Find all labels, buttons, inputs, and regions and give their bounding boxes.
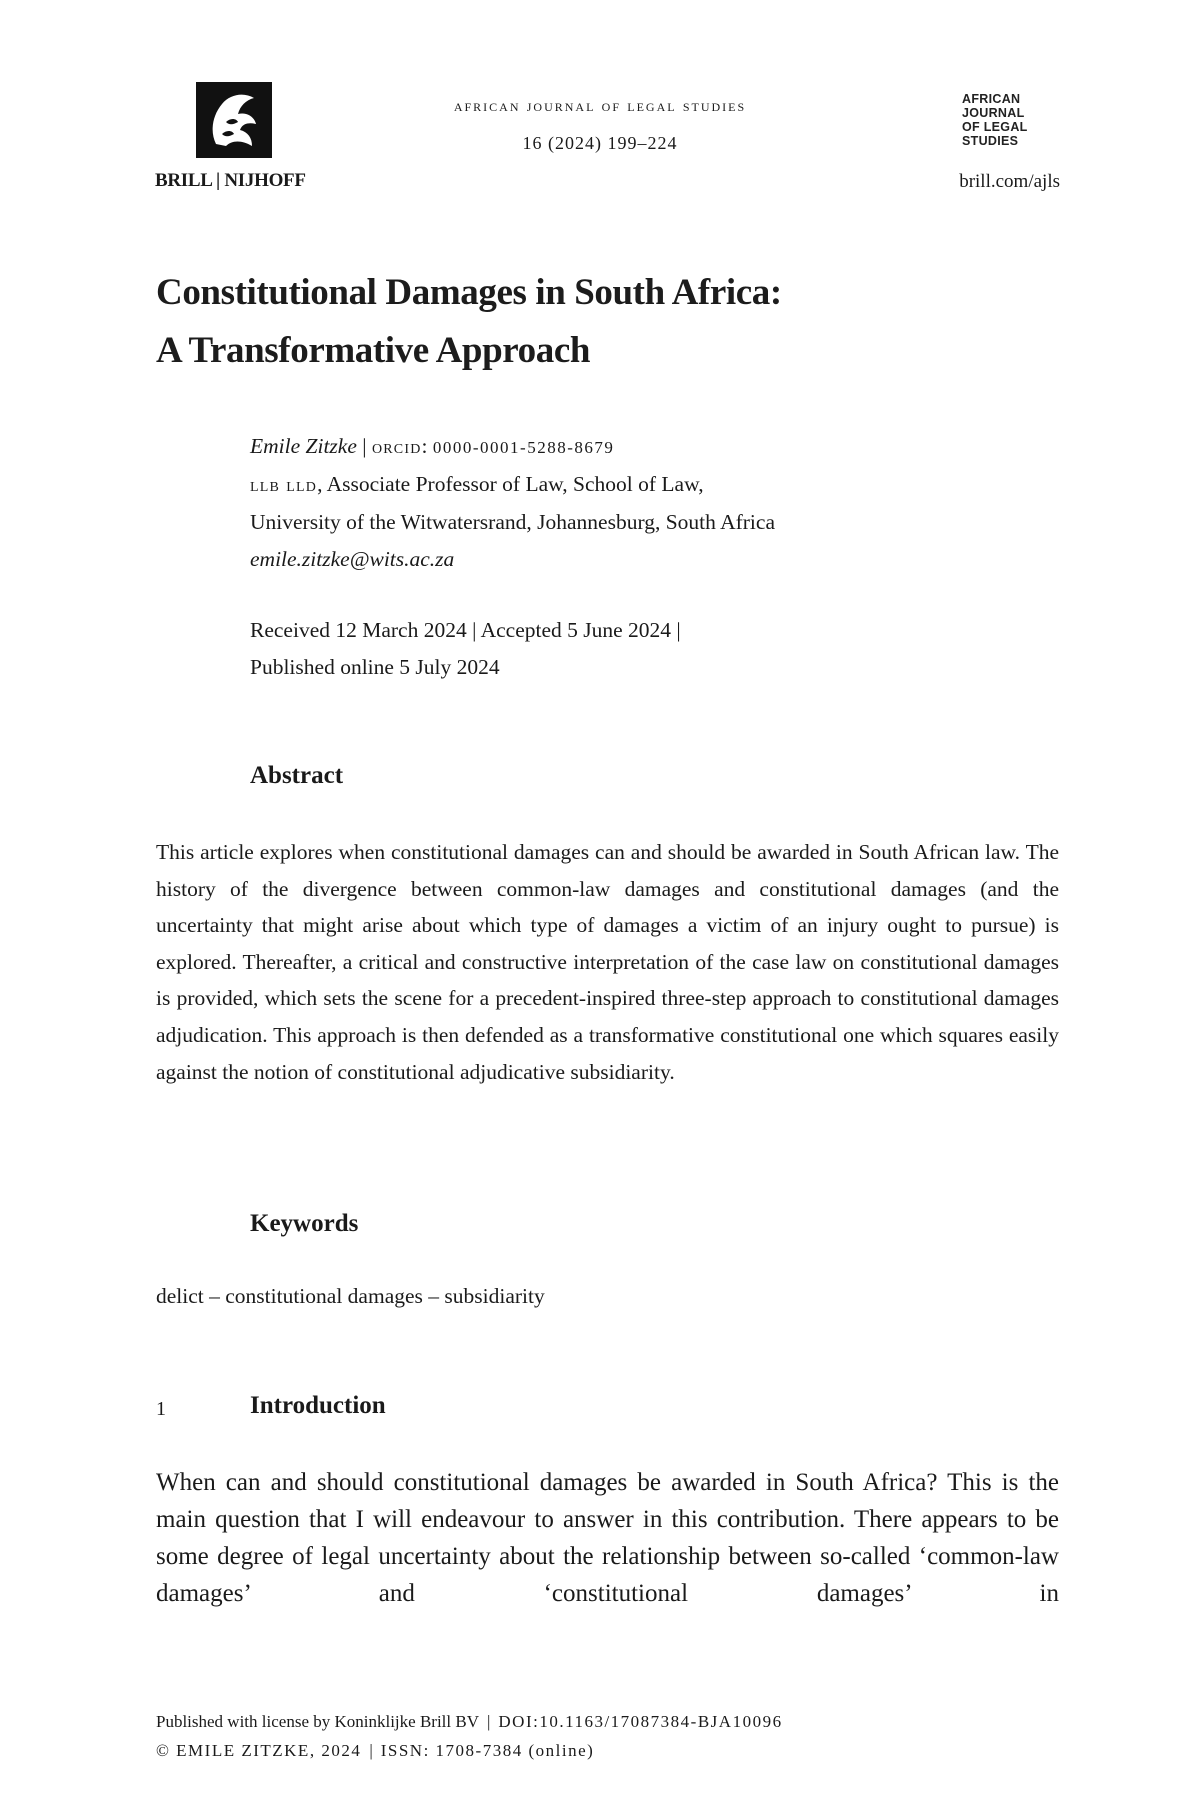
publication-dates	[250, 612, 1070, 686]
introduction-heading: Introduction	[250, 1392, 386, 1419]
article-title-line: Constitutional Damages in South Africa:	[156, 272, 782, 313]
journal-url-link[interactable]: brill.com/ajls	[959, 171, 1060, 192]
orcid-id[interactable]: 0000-0001-5288-8679	[432, 438, 615, 457]
journal-logo-line: JOURNAL	[962, 106, 1025, 120]
journal-name: african journal of legal studies	[453, 96, 747, 115]
author-line: Emile Zitzke | orcid: 0000-0001-5288-8679	[250, 434, 615, 458]
introduction-text: When can and should constitutional damages be awarded in South Africa? This is the main question that I will endeavour to answer in this contribution. There appears to be some degree of legal uncertainty about the relationship between so-called ‘common-law damages’ and ‘constitutional damages’ in	[156, 1469, 1059, 1607]
article-title	[156, 264, 1056, 380]
orcid-label: orcid	[371, 436, 422, 458]
publisher-logo	[196, 82, 272, 158]
page-footer	[156, 1707, 783, 1765]
footer-line: © EMILE ZITZKE, 2024 | ISSN: 1708-7384 (online)	[156, 1741, 595, 1760]
issn-text: ISSN: 1708-7384 (online)	[380, 1741, 595, 1760]
journal-logo	[962, 92, 1032, 148]
journal-issue: 16 (2024) 199–224	[522, 133, 678, 153]
author-block	[250, 428, 1070, 578]
publisher-name: BRILL | NIJHOFF	[155, 170, 306, 191]
article-title-line: A Transformative Approach	[156, 330, 591, 371]
abstract-text: This article explores when constitutional damages can and should be awarded in South African law. The history of the divergence between common-law damages and constitutional damages (and the uncertainty that might arise about which type of damages a victim of an injury ought to pursue) is explored. Thereafter, a critical and constructive interpretation of the case law on constitutional damages is provided, which sets the scene for a precedent-inspired three-step approach to constitutional damages adjudication. This approach is then defended as a transformative constitutional one which squares easily against the notion of constitutional adjudicative subsidiarity.	[156, 840, 1059, 1084]
copyright-text: © EMILE ZITZKE, 2024	[156, 1741, 362, 1760]
affiliation-line	[250, 466, 1070, 504]
journal-logo-line: OF LEGAL	[962, 120, 1028, 134]
license-text: Published with license by Koninklijke Brill BV	[156, 1712, 479, 1731]
doi-link[interactable]: DOI:10.1163/17087384-BJA10096	[498, 1712, 783, 1731]
author-position: , Associate Professor of Law, School of Law,	[317, 472, 704, 496]
journal-logo-line: AFRICAN	[962, 92, 1021, 106]
abstract-heading: Abstract	[250, 762, 344, 789]
dates-line: Published online 5 July 2024	[250, 655, 500, 679]
keywords-text: delict – constitutional damages – subsidiarity	[156, 1284, 545, 1308]
affiliation-institution: University of the Witwatersrand, Johannesburg, South Africa	[250, 510, 775, 534]
author-email-link[interactable]: emile.zitzke@wits.ac.za	[250, 547, 455, 571]
author-degrees: llb lld	[250, 474, 318, 496]
author-name: Emile Zitzke	[250, 434, 357, 458]
section-number: 1	[156, 1398, 166, 1420]
journal-logo-line: STUDIES	[962, 134, 1019, 148]
keywords-heading: Keywords	[250, 1210, 359, 1237]
dates-line: Received 12 March 2024 | Accepted 5 June 2024 |	[250, 618, 681, 642]
publisher-emblem-icon	[196, 82, 272, 158]
footer-line: Published with license by Koninklijke Brill BV | DOI:10.1163/17087384-BJA10096	[156, 1712, 783, 1731]
